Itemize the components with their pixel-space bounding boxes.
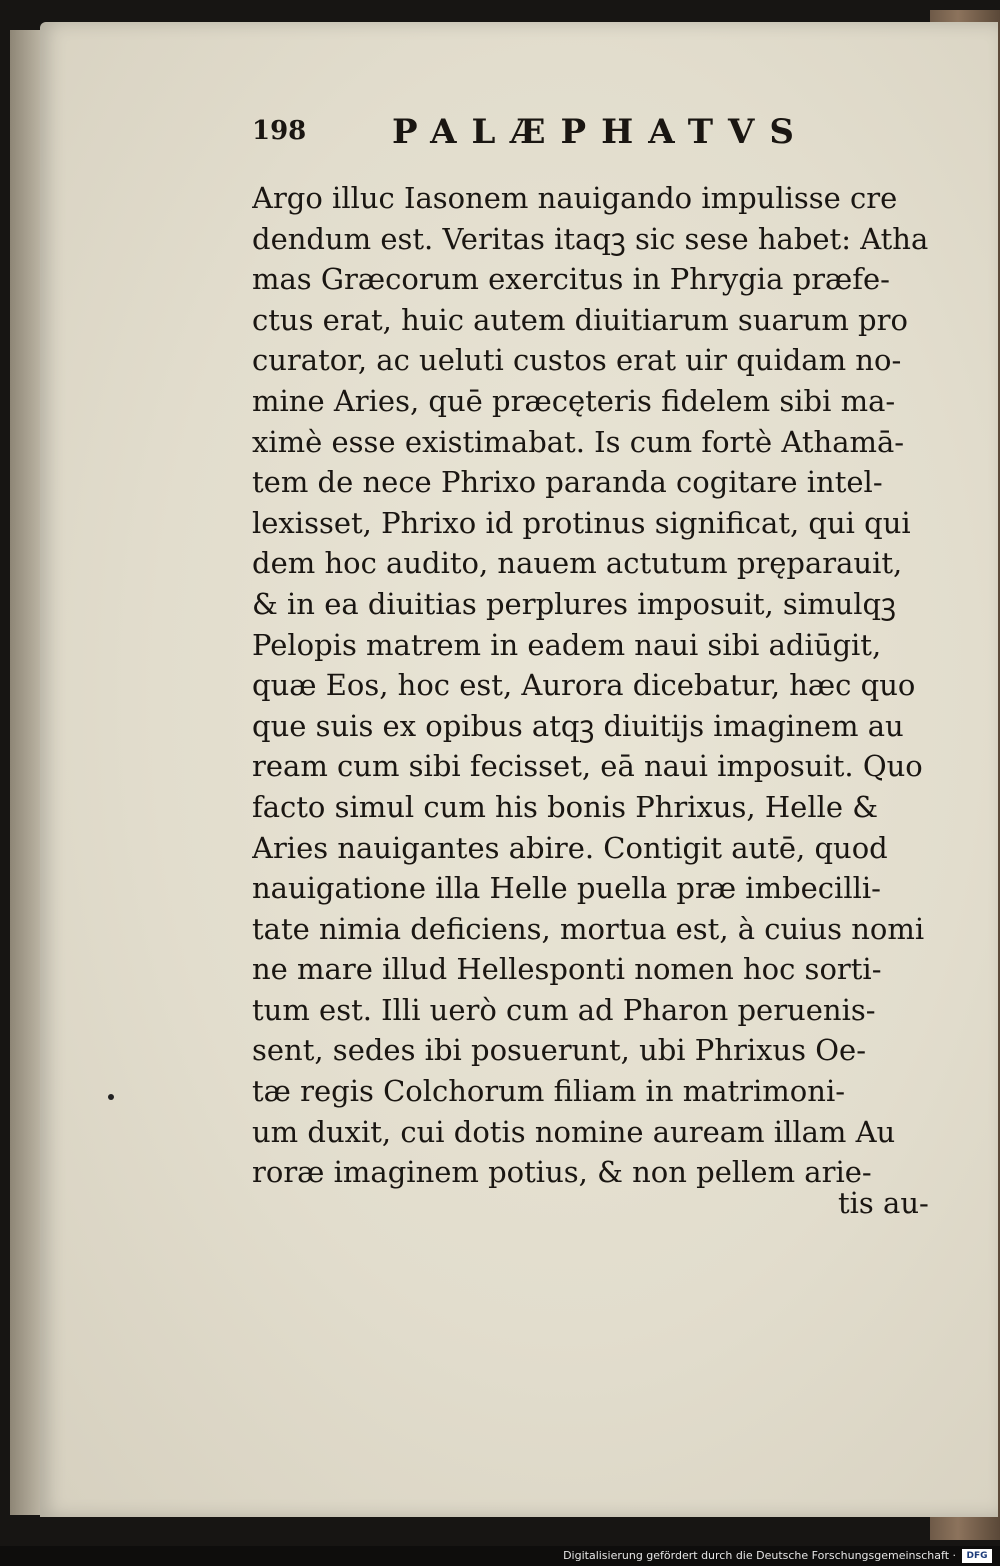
text-line: tem de nece Phrixo paranda cogitare intel- bbox=[252, 465, 883, 500]
text-line: roræ imaginem potius, & non pellem arie- bbox=[252, 1155, 872, 1190]
text-line: Aries nauigantes abire. Contigit autē, quod bbox=[252, 830, 888, 865]
text-line: ne mare illud Hellesponti nomen hoc sorti- bbox=[252, 952, 882, 987]
text-line: Pelopis matrem in eadem naui sibi adiūgit, bbox=[252, 627, 882, 662]
text-line: tate nimia deficiens, mortua est, à cuius nomi bbox=[252, 911, 925, 946]
text-line: Argo illuc Iasonem nauigando impulisse cre bbox=[252, 181, 898, 215]
text-line: sent, sedes ibi posuerunt, ubi Phrixus Oe- bbox=[252, 1033, 866, 1068]
text-line: mine Aries, quē præcęteris fidelem sibi ma- bbox=[252, 383, 896, 418]
text-line: nauigatione illa Helle puella præ imbecilli- bbox=[252, 871, 881, 906]
text-line: curator, ac ueluti custos erat uir quidam no- bbox=[252, 343, 902, 378]
funding-credit: Digitalisierung gefördert durch die Deutsche Forschungsgemeinschaft · bbox=[563, 1549, 956, 1562]
text-line: & in ea diuitias perplures imposuit, simulqꝫ bbox=[252, 586, 896, 621]
text-line: tum est. Illi uerò cum ad Pharon peruenis- bbox=[252, 992, 876, 1027]
text-line: ximè esse existimabat. Is cum fortè Athamā- bbox=[252, 424, 905, 459]
page-number: 198 bbox=[252, 116, 307, 146]
text-line: tæ regis Colchorum filiam in matrimoni- bbox=[252, 1074, 846, 1109]
text-line: lexisset, Phrixo id protinus significat, qui qui bbox=[252, 505, 911, 540]
text-line: que suis ex opibus atqꝫ diuitijs imaginem au bbox=[252, 708, 904, 743]
catchword: tis au- bbox=[838, 1186, 929, 1220]
text-line: quæ Eos, hoc est, Aurora dicebatur, hæc quo bbox=[252, 668, 916, 703]
text-line: dem hoc audito, nauem actutum pręparauit, bbox=[252, 546, 903, 581]
ink-speck bbox=[108, 1094, 114, 1100]
text-line: facto simul cum his bonis Phrixus, Helle & bbox=[252, 789, 879, 824]
running-title: PALÆPHATVS bbox=[392, 112, 809, 152]
dfg-logo: DFG bbox=[962, 1549, 992, 1563]
text-line: dendum est. Veritas itaqꝫ sic sese habet: Atha bbox=[252, 221, 929, 256]
body-text bbox=[252, 178, 942, 1193]
text-line: ctus erat, huic autem diuitiarum suarum pro bbox=[252, 302, 908, 337]
text-line: ream cum sibi fecisset, eā naui imposuit. Quo bbox=[252, 749, 923, 784]
running-head bbox=[252, 112, 872, 156]
footer-bar bbox=[0, 1546, 1000, 1566]
text-line: mas Græcorum exercitus in Phrygia præfe- bbox=[252, 262, 890, 297]
text-line: um duxit, cui dotis nomine auream illam Au bbox=[252, 1114, 896, 1149]
